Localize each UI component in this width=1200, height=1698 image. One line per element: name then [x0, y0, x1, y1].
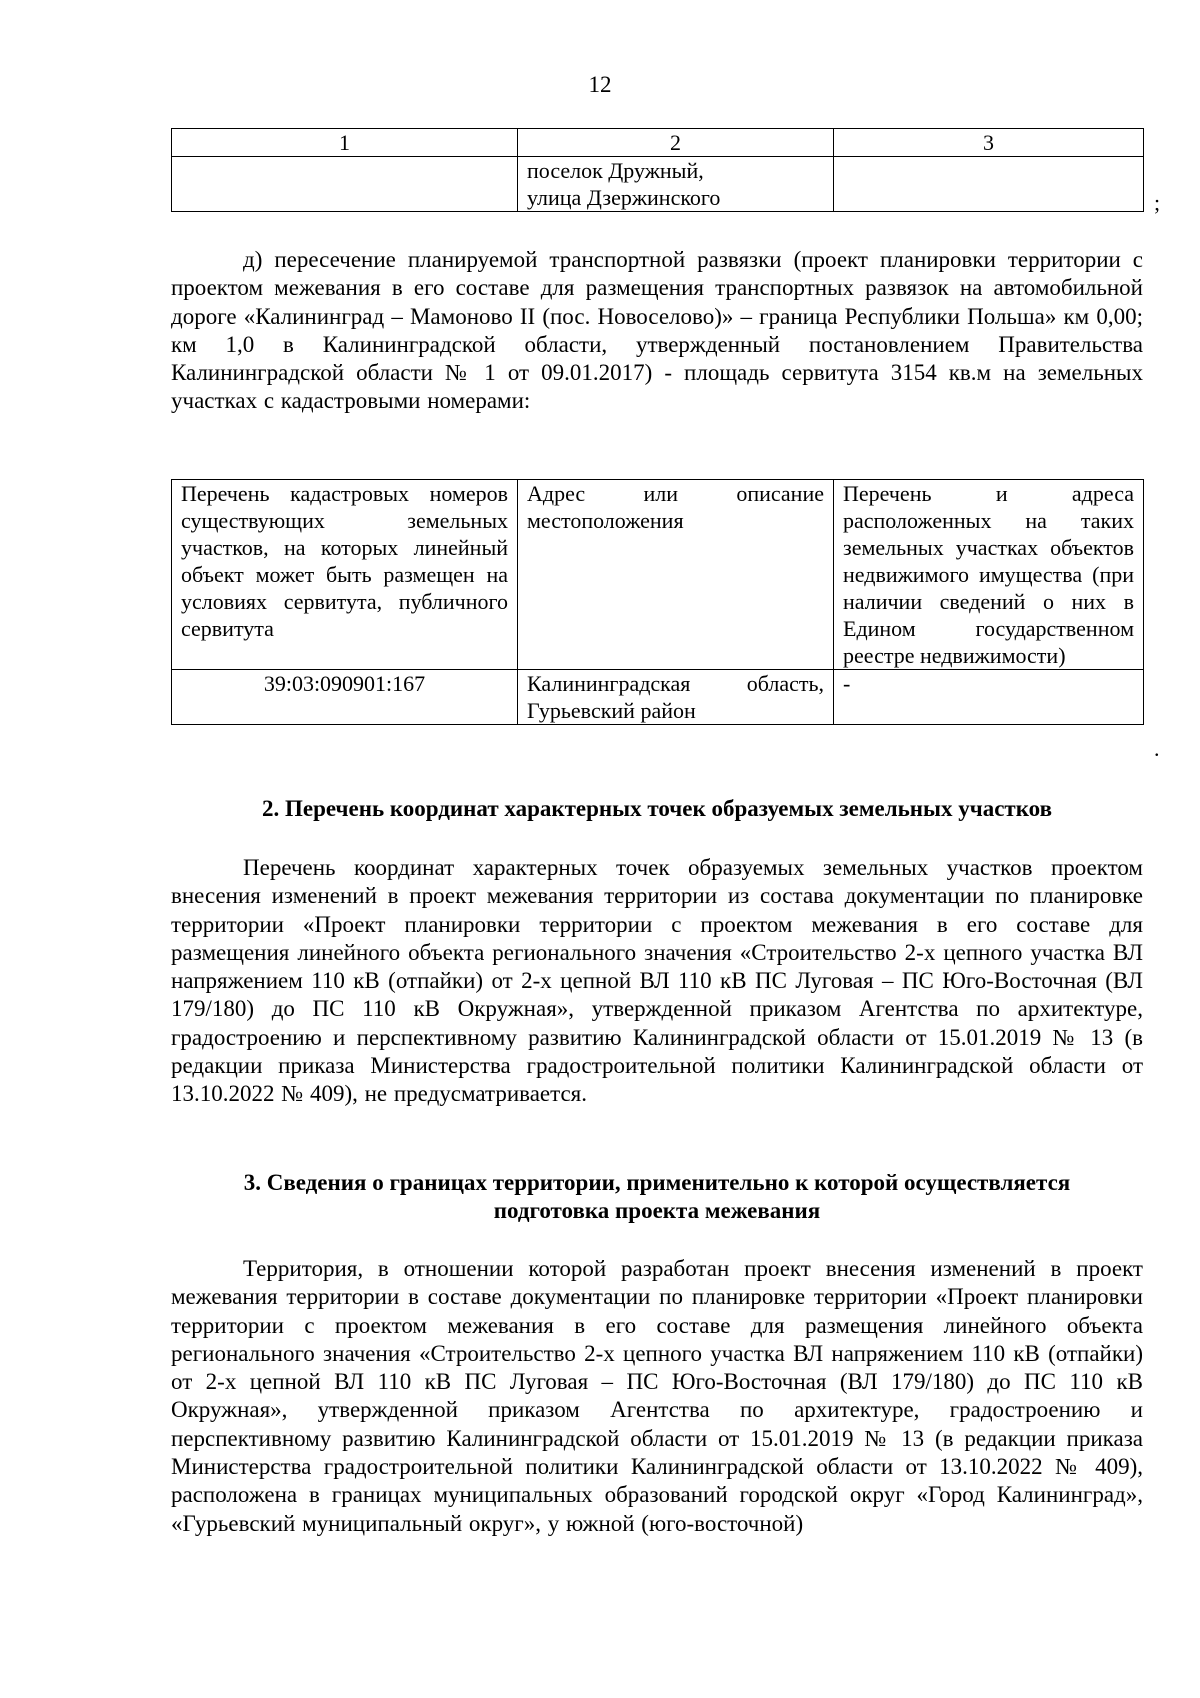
objects-cell: - [834, 670, 1144, 725]
table-row [172, 157, 1144, 212]
table-header-row [172, 129, 1144, 157]
table-header-cell: 3 [834, 129, 1144, 157]
table-cell [834, 157, 1144, 212]
address-cell: Калининградская область, Гурьевский район [518, 670, 834, 725]
section-3-title [171, 1169, 1143, 1225]
continuation-table [171, 128, 1144, 212]
cadastral-number-cell: 39:03:090901:167 [172, 670, 518, 725]
table-header-cell: 1 [172, 129, 518, 157]
table-header-row [172, 480, 1144, 670]
paragraph-d: д) пересечение планируемой транспортной развязки (проект планировки территории с проектом межевания в его составе для размещения транспортных развязок на автомобильной дороге «Калининград – Мамоново II (пос. Новоселово)» – граница Республики Польша» км 0,00; км 1,0 в Калининградской области, утвержденный постановлением Правительства Калининградской области № 1 от 09.01.2017) - площадь сервитута 3154 кв.м на земельных участках с кадастровыми номерами: [171, 247, 1143, 414]
table-end-mark: ; [1154, 190, 1161, 215]
section-2-paragraph: Перечень координат характерных точек образуемых земельных участков проектом внесения изменений в проект межевания территории из состава документации по планировке территории «Проект планировки территории с проектом межевания в его составе для размещения линейного объекта регионального значения «Строительство 2-х цепного участка ВЛ напряжением 110 кВ (отпайки) от 2-х цепной ВЛ 110 кВ ПС Луговая – ПС Юго-Восточная (ВЛ 179/180) до ПС 110 кВ Окружная», утвержденной приказом Агентства по архитектуре, градостроению и перспективному развитию Калининградской области от 15.01.2019 № 13 (в редакции приказа Министерства градостроительной политики Калининградской области от 13.10.2022 № 409), не предусматривается. [171, 855, 1143, 1107]
address-line: поселок Дружный, [527, 158, 704, 183]
table-cell [172, 157, 518, 212]
address-line: улица Дзержинского [527, 185, 721, 210]
section-3-title-line: 3. Сведения о границах территории, применительно к которой осуществляется [243, 1170, 1071, 1195]
table-cell [518, 157, 834, 212]
table-end-mark: . [1154, 736, 1160, 761]
section-3-paragraph: Территория, в отношении которой разработан проект внесения изменений в проект межевания территории в составе документации по планировке территории «Проект планировки территории с проектом межевания в его составе для размещения линейного объекта регионального значения «Строительство 2-х цепного участка ВЛ напряжением 110 кВ (отпайки) от 2-х цепной ВЛ 110 кВ ПС Луговая – ПС Юго-Восточная (ВЛ 179/180) до ПС 110 кВ Окружная», утвержденной приказом Агентства по архитектуре, градостроению и перспективному развитию Калининградской области от 15.01.2019 № 13 (в редакции приказа Министерства градостроительной политики Калининградской области от 13.10.2022 № 409), расположена в границах муниципальных образований городской округ «Город Калининград», «Гурьевский муниципальный округ», у южной (юго-восточной) [171, 1256, 1143, 1536]
section-2-title: 2. Перечень координат характерных точек образуемых земельных участков [261, 796, 1053, 821]
section-3-title-line: подготовка проекта межевания [493, 1198, 821, 1223]
table-header-cell: Перечень и адреса расположенных на таких земельных участках объектов недвижимого имущества (при наличии сведений о них в Едином государственном реестре недвижимости) [834, 480, 1144, 670]
table-header-cell: Перечень кадастровых номеров существующих земельных участков, на которых линейный объект может быть размещен на условиях сервитута, публичного сервитута [172, 480, 518, 670]
page-number: 12 [588, 72, 612, 97]
servitude-table [171, 479, 1144, 725]
table-header-cell: Адрес или описание местоположения [518, 480, 834, 670]
table-row [172, 670, 1144, 725]
table-header-cell: 2 [518, 129, 834, 157]
